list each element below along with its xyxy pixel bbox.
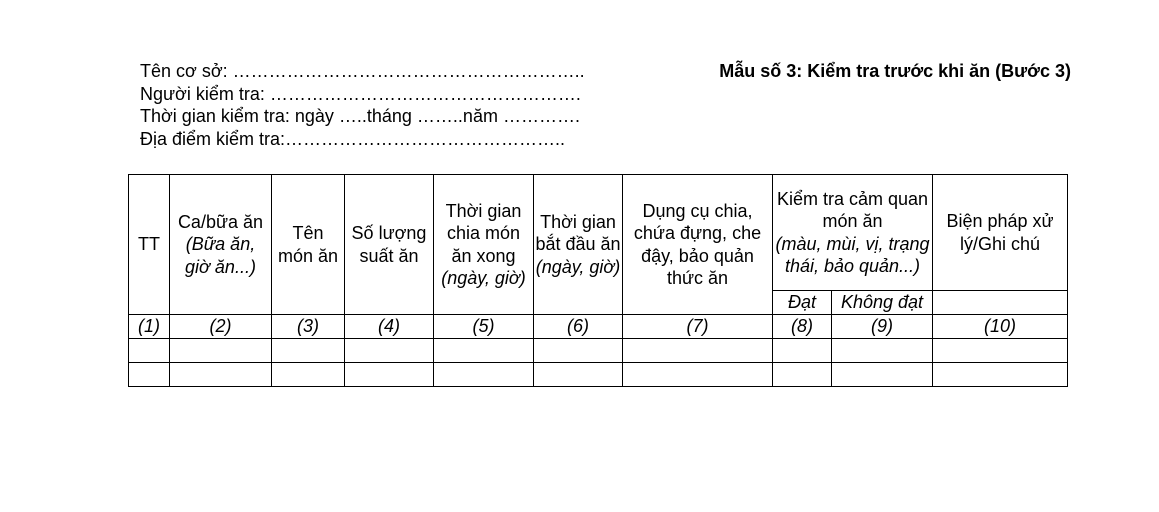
blank-cell[interactable] bbox=[170, 339, 272, 363]
blank-cell[interactable] bbox=[933, 339, 1068, 363]
table-row bbox=[129, 363, 1068, 387]
blank-cell[interactable] bbox=[534, 363, 623, 387]
column-number: (4) bbox=[345, 315, 434, 339]
blank-cell[interactable] bbox=[129, 339, 170, 363]
inspection-table bbox=[128, 174, 1068, 387]
blank-cell[interactable] bbox=[345, 339, 434, 363]
blank-cell[interactable] bbox=[933, 363, 1068, 387]
form-title: Mẫu số 3: Kiểm tra trước khi ăn (Bước 3) bbox=[719, 61, 1071, 81]
blank-cell[interactable] bbox=[272, 339, 345, 363]
blank-cell[interactable] bbox=[773, 363, 832, 387]
column-number: (9) bbox=[832, 315, 933, 339]
column-number: (10) bbox=[933, 315, 1068, 339]
column-number: (3) bbox=[272, 315, 345, 339]
blank-cell[interactable] bbox=[832, 363, 933, 387]
col-header-tt: TT bbox=[129, 175, 170, 315]
facility-name-line: Tên cơ sở: ………………………………………………….. bbox=[140, 61, 585, 81]
blank-cell[interactable] bbox=[534, 339, 623, 363]
blank-cell[interactable] bbox=[773, 339, 832, 363]
col-header-serving-done-time: Thời gian chia món ăn xong (ngày, giờ) bbox=[434, 175, 534, 315]
col-header-fail: Không đạt bbox=[832, 291, 933, 315]
blank-cell[interactable] bbox=[129, 363, 170, 387]
col-header-dish-name: Tên món ăn bbox=[272, 175, 345, 315]
blank-cell[interactable] bbox=[623, 339, 773, 363]
blank-cell[interactable] bbox=[623, 363, 773, 387]
col-header-remedy-notes: Biện pháp xử lý/Ghi chú bbox=[933, 175, 1068, 291]
inspection-date-line: Thời gian kiểm tra: ngày …..tháng ……..năm …………. bbox=[140, 106, 580, 126]
blank-cell[interactable] bbox=[434, 363, 534, 387]
col-header-portions: Số lượng suất ăn bbox=[345, 175, 434, 315]
header-row bbox=[129, 175, 1068, 291]
column-number: (8) bbox=[773, 315, 832, 339]
inspector-line: Người kiểm tra: ……………………………………………. bbox=[140, 83, 581, 104]
col-header-remedy-blank bbox=[933, 291, 1068, 315]
form-header bbox=[140, 60, 585, 150]
blank-cell[interactable] bbox=[434, 339, 534, 363]
column-number: (2) bbox=[170, 315, 272, 339]
table-row bbox=[129, 339, 1068, 363]
blank-cell[interactable] bbox=[832, 339, 933, 363]
col-header-sensory-check: Kiểm tra cảm quan món ăn (màu, mùi, vị, trạng thái, bảo quản...) bbox=[773, 175, 933, 291]
blank-cell[interactable] bbox=[272, 363, 345, 387]
col-header-meal: Ca/bữa ăn (Bữa ăn, giờ ăn...) bbox=[170, 175, 272, 315]
blank-cell[interactable] bbox=[170, 363, 272, 387]
col-header-utensils: Dụng cụ chia, chứa đựng, che đậy, bảo quản thức ăn bbox=[623, 175, 773, 315]
blank-cell[interactable] bbox=[345, 363, 434, 387]
column-number: (6) bbox=[534, 315, 623, 339]
inspection-location-line: Địa điểm kiểm tra:……………………………………….. bbox=[140, 128, 566, 149]
column-number-row bbox=[129, 315, 1068, 339]
col-header-pass: Đạt bbox=[773, 291, 832, 315]
column-number: (7) bbox=[623, 315, 773, 339]
column-number: (1) bbox=[129, 315, 170, 339]
col-header-eating-start-time: Thời gian bắt đầu ăn (ngày, giờ) bbox=[534, 175, 623, 315]
column-number: (5) bbox=[434, 315, 534, 339]
